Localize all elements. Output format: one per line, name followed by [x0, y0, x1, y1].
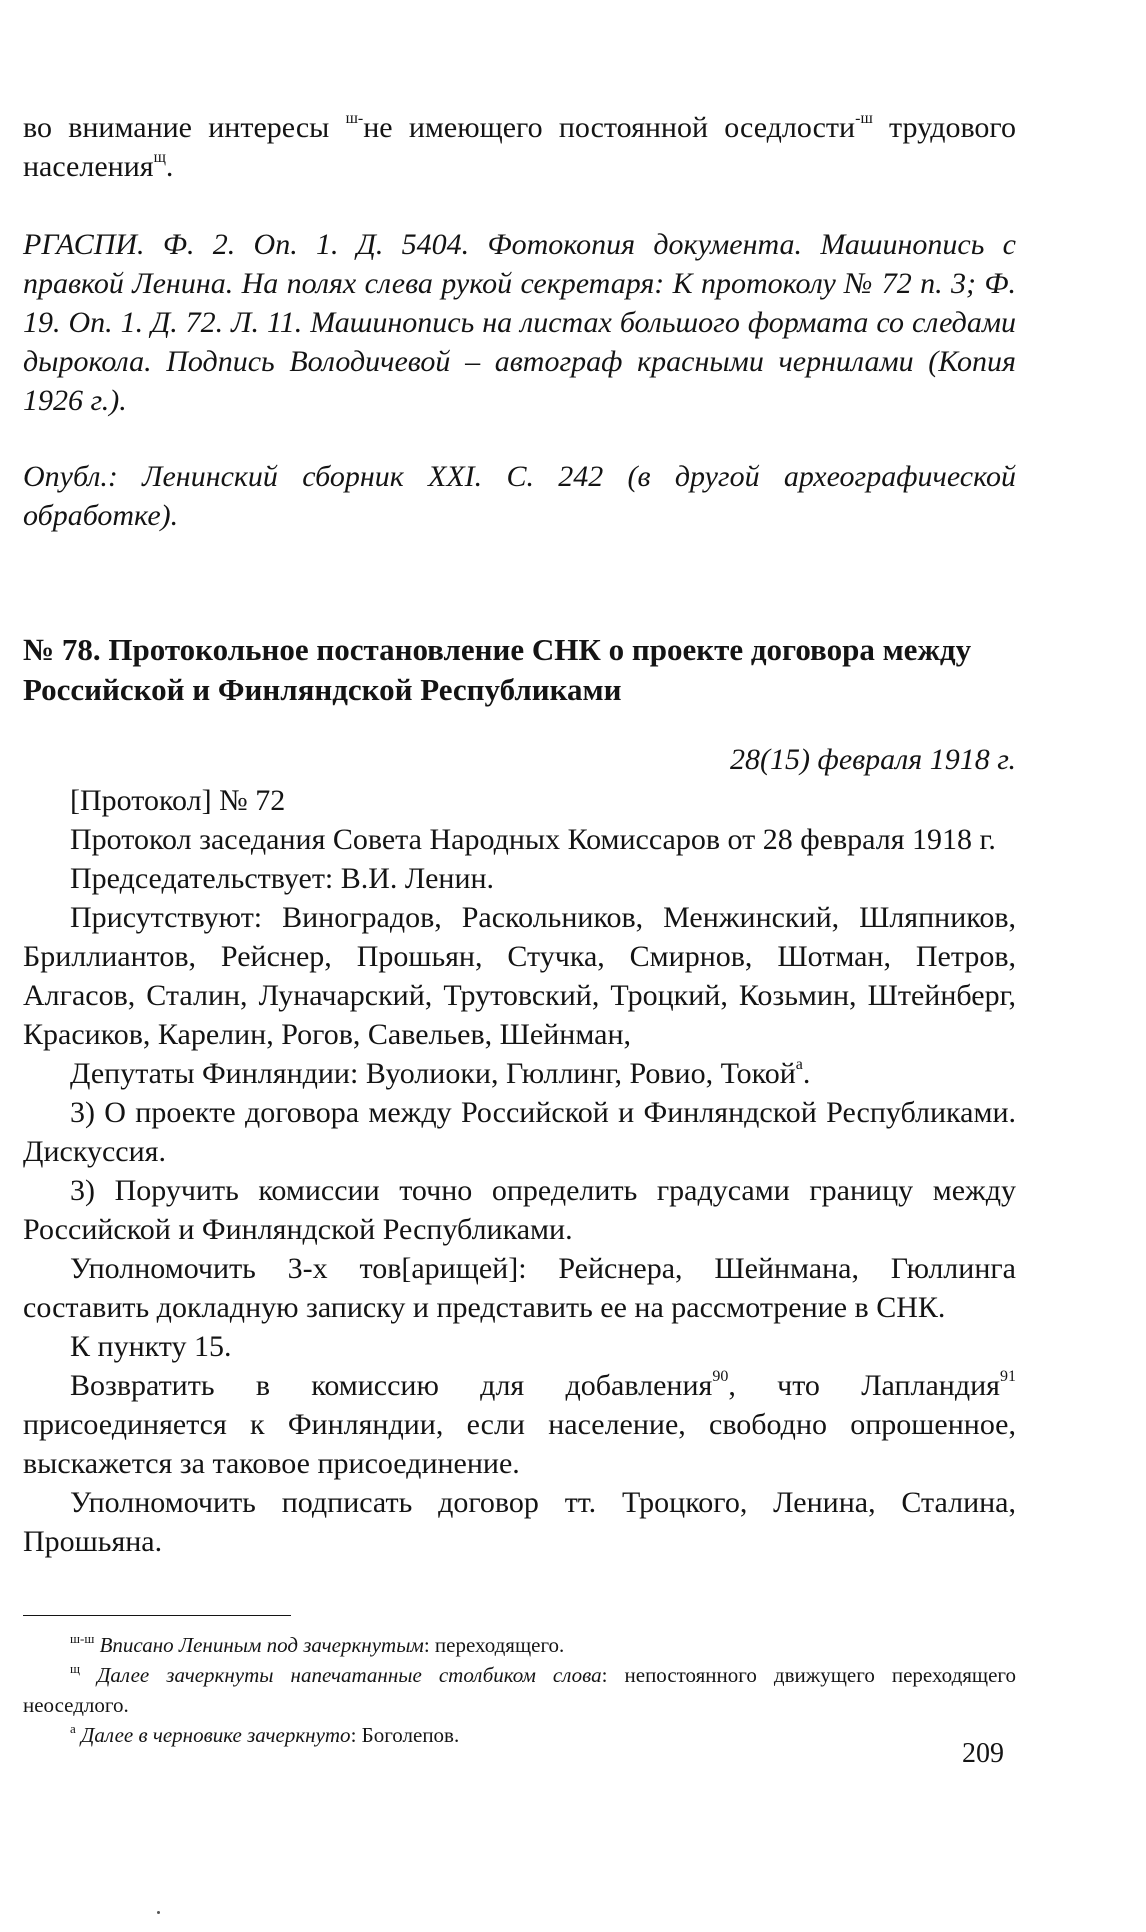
intro-text: не имеющего постоянной оседлости: [363, 111, 856, 144]
footnote-ref: щ: [153, 149, 166, 166]
footnote-label: Далее зачеркнуты напечатанные столбиком слова: [97, 1663, 602, 1687]
footnote: [23, 1660, 1016, 1720]
meeting-title: Протокол заседания Совета Народных Комиссаров от 28 февраля 1918 г.: [70, 823, 996, 856]
return-text: Возвратить в комиссию для добавления: [70, 1369, 713, 1402]
present-list: Присутствуют: Виноградов, Раскольников, Менжинский, Шляпников, Бриллиантов, Рейснер, Прошьян, Стучка, Смирнов, Шотман, Петров, Алгасов, Сталин, Луначарский, Трутовский, Троцкий, Козьмин, Штейнберг, Красиков, Карелин, Рогов, Савельев, Шейнман,: [23, 901, 1016, 1051]
footnote-mark: ш-ш: [70, 1631, 95, 1646]
return-text: , что Лапландия: [728, 1369, 1000, 1402]
footnote-label: Вписано Лениным под зачеркнутым: [99, 1633, 424, 1657]
publication-note: Опубл.: Ленинский сборник XXI. С. 242 (в другой археографической обработке).: [23, 460, 1016, 532]
footnote-mark: а: [70, 1721, 76, 1736]
protocol-number: [Протокол] № 72: [70, 784, 286, 817]
document-date: 28(15) февраля 1918 г.: [730, 743, 1016, 776]
intro-text: трудового населения: [23, 111, 1016, 183]
return-text: присоединяется к Финляндии, если население, свободно опрошенное, выскажется за таковое присоединение.: [23, 1408, 1016, 1480]
intro-text: во внимание интересы: [23, 111, 346, 144]
authorize-note: Уполномочить 3-х тов[арищей]: Рейснера, Шейнмана, Гюллинга составить докладную записку и представить ее на рассмотрение в СНК.: [23, 1252, 1016, 1324]
authorize-sign: Уполномочить подписать договор тт. Троцкого, Ленина, Сталина, Прошьяна.: [23, 1486, 1016, 1558]
footnote: [23, 1630, 1016, 1660]
document-heading: № 78. Протокольное постановление СНК о проекте договора между Российской и Финляндской Республиками: [23, 632, 972, 707]
page-body: [23, 108, 1016, 1750]
footnote-label: Далее в черновике зачеркнуто: [81, 1723, 351, 1747]
point-line: К пункту 15.: [70, 1330, 232, 1363]
deputies-text: .: [802, 1057, 811, 1090]
deputies-text: Депутаты Финляндии: Вуолиоки, Гюллинг, Ровио, Токой: [70, 1057, 796, 1090]
intro-paragraph: [23, 108, 1016, 186]
editor-mark: ш-: [345, 110, 364, 127]
intro-text: .: [165, 150, 174, 183]
footnote: [23, 1720, 1016, 1750]
item-decision: 3) Поручить комиссии точно определить градусами границу между Российской и Финляндской Республиками.: [23, 1174, 1016, 1246]
editor-mark: -ш: [855, 110, 873, 127]
footnotes: [23, 1630, 1016, 1750]
footnote-mark: щ: [70, 1661, 81, 1676]
deputies-line: [23, 1054, 1016, 1093]
archive-source-note: РГАСПИ. Ф. 2. Оп. 1. Д. 5404. Фотокопия документа. Машинопись с правкой Ленина. На полях слева рукой секретаря: К протоколу № 72 п. 3; Ф. 19. Оп. 1. Д. 72. Л. 11. Машинопись на листах большого формата со следами дырокола. Подпись Володичевой – автограф красными чернилами (Копия 1926 г.).: [23, 228, 1016, 417]
footnote-ref: а: [795, 1056, 803, 1073]
return-paragraph: [23, 1366, 1016, 1483]
page-number: 209: [962, 1738, 1004, 1769]
scan-speck: [157, 1911, 160, 1914]
footnote-divider: [23, 1615, 291, 1616]
footnote-text: : переходящего.: [423, 1633, 565, 1657]
chair-line: Председательствует: В.И. Ленин.: [70, 862, 495, 895]
footnote-text: : Боголепов.: [350, 1723, 460, 1747]
footnote-text: : непостоянного движущего переходящего неоседлого.: [23, 1663, 1017, 1717]
item-question: 3) О проекте договора между Российской и Финляндской Республиками. Дискуссия.: [23, 1096, 1016, 1168]
endnote-ref: 91: [999, 1368, 1016, 1385]
endnote-ref: 90: [712, 1368, 729, 1385]
